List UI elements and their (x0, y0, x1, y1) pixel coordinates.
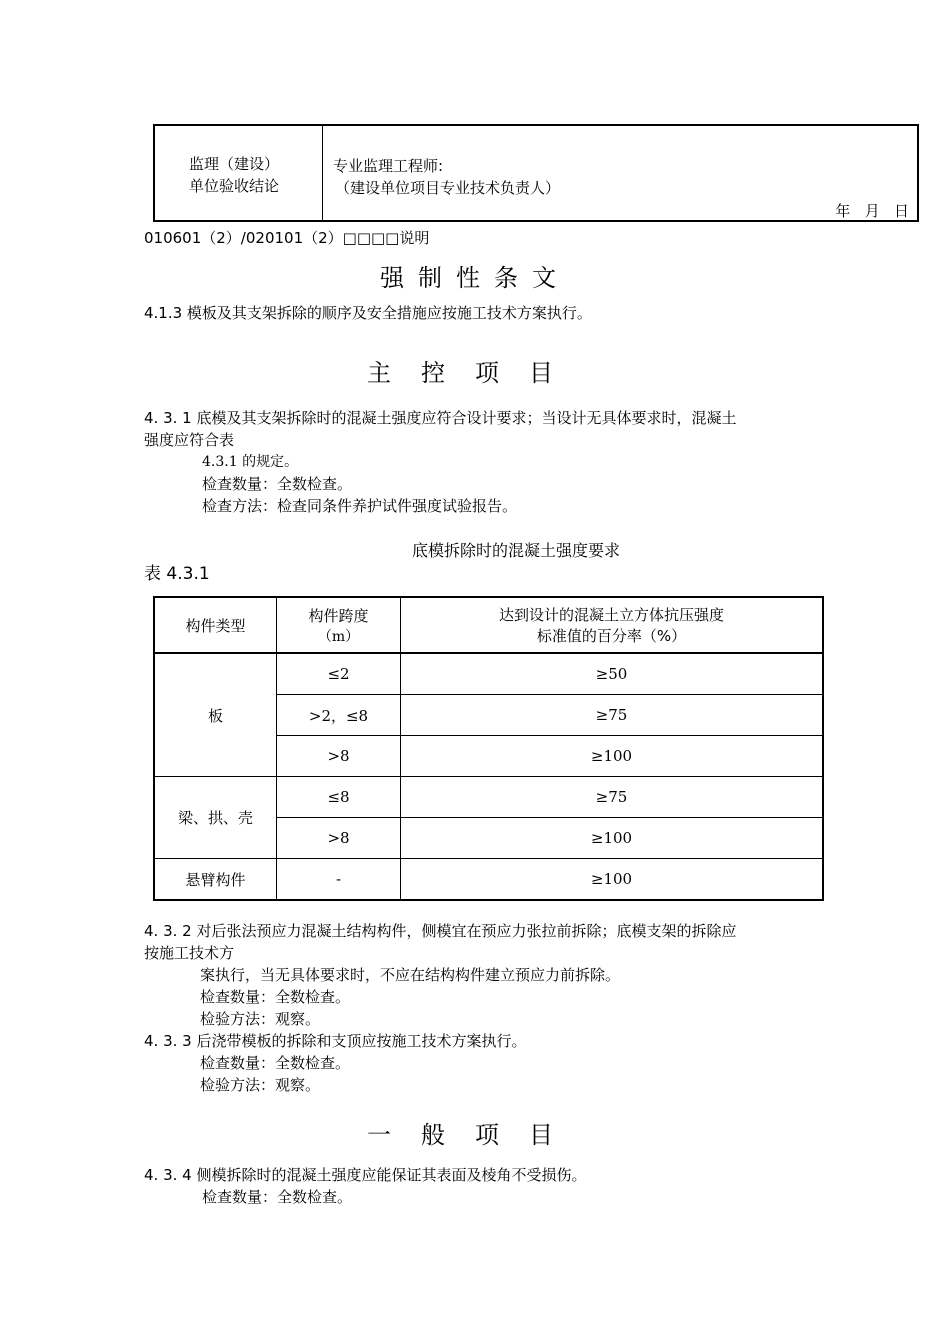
item-431-check-qty: 检查数量：全数检查。 (202, 475, 353, 493)
item-431-line1: 4. 3. 1 底模及其支架拆除时的混凝土强度应符合设计要求；当设计无具体要求时，混凝土 (144, 409, 737, 427)
item-431-line3: 4.3.1 的规定。 (202, 454, 299, 470)
item-432-line2: 按施工技术方 (144, 944, 235, 962)
table-row (154, 777, 823, 818)
table-row (154, 653, 823, 695)
item-433-check-method: 检验方法：观察。 (200, 1076, 321, 1094)
header-span (277, 597, 401, 653)
header-pct-line1: 达到设计的混凝土立方体抗压强度 (498, 606, 724, 624)
general-heading: 一般项目 (367, 1121, 583, 1149)
table-header-row (154, 597, 823, 653)
item-434-check-qty: 检查数量：全数检查。 (202, 1188, 353, 1206)
row-span: >8 (277, 736, 401, 777)
mandatory-item-413: 4.1.3 模板及其支架拆除的顺序及安全措施应按施工技术方案执行。 (144, 304, 592, 322)
item-432-check-qty: 检查数量：全数检查。 (200, 988, 351, 1006)
section-id: 010601（2）/020101（2）□□□□说明 (144, 229, 430, 247)
signoff-engineer: 专业监理工程师: (333, 157, 444, 175)
table-row (154, 859, 823, 901)
mandatory-heading: 强制性条文 (380, 264, 570, 292)
row-pct: ≥100 (401, 859, 824, 901)
item-432-line3: 案执行，当无具体要求时，不应在结构构件建立预应力前拆除。 (200, 966, 621, 984)
group-beam: 梁、拱、壳 (154, 777, 277, 859)
signoff-label-line1: 监理（建设） (189, 155, 280, 173)
row-span: ≤2 (277, 653, 401, 695)
row-span: ≤8 (277, 777, 401, 818)
signoff-date: 年 月 日 (835, 202, 909, 220)
signoff-table (153, 124, 919, 222)
header-span-line2: （m） (317, 628, 360, 645)
header-span-line1: 构件跨度 (308, 606, 369, 625)
row-pct: ≥100 (401, 736, 824, 777)
group-cantilever: 悬臂构件 (154, 859, 277, 901)
signoff-label-cell (155, 126, 323, 220)
item-431-line2: 强度应符合表 (144, 431, 235, 449)
main-control-heading: 主控项目 (367, 359, 583, 387)
strength-table (153, 596, 824, 901)
group-slab: 板 (154, 653, 277, 777)
row-span: >8 (277, 818, 401, 859)
item-433-line1: 4. 3. 3 后浇带模板的拆除和支顶应按施工技术方案执行。 (144, 1032, 527, 1050)
signoff-owner-rep: （建设单位项目专业技术负责人） (335, 179, 561, 197)
item-432-line1: 4. 3. 2 对后张法预应力混凝土结构构件，侧模宜在预应力张拉前拆除；底模支架的拆除应 (144, 922, 737, 940)
item-433-check-qty: 检查数量：全数检查。 (200, 1054, 351, 1072)
item-432-check-method: 检验方法：观察。 (200, 1010, 321, 1028)
item-434: 4. 3. 4 侧模拆除时的混凝土强度应能保证其表面及棱角不受损伤。 (144, 1166, 587, 1184)
signoff-label-line2: 单位验收结论 (189, 177, 280, 195)
row-pct: ≥75 (401, 777, 824, 818)
table-label: 表 4.3.1 (144, 564, 210, 584)
header-percentage (401, 597, 824, 653)
row-pct: ≥75 (401, 695, 824, 736)
table-caption: 底模拆除时的混凝土强度要求 (412, 541, 621, 560)
row-pct: ≥100 (401, 818, 824, 859)
header-pct-line2: 标准值的百分率（%） (536, 627, 687, 645)
row-pct: ≥50 (401, 653, 824, 695)
row-span: >2，≤8 (277, 695, 401, 736)
row-span: - (277, 859, 401, 901)
item-431-check-method: 检查方法：检查同条件养护试件强度试验报告。 (202, 497, 518, 515)
header-type: 构件类型 (154, 597, 277, 653)
